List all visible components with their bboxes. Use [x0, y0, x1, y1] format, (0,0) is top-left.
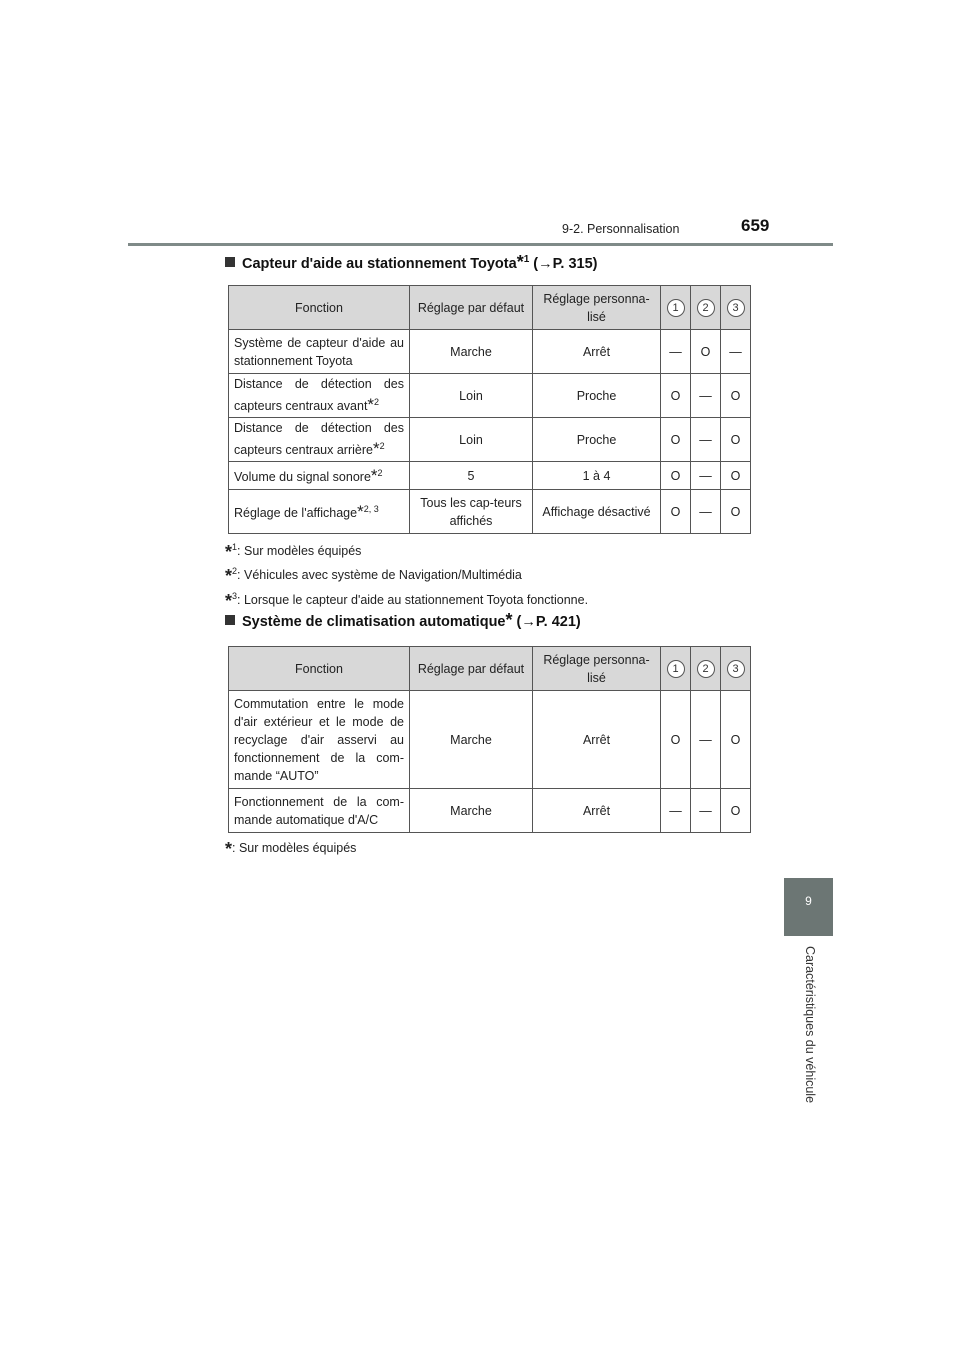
heading-text: Système de climatisation automatique: [242, 614, 506, 630]
column-header-2: [691, 647, 721, 691]
column-header-3: [721, 647, 751, 691]
row-col-1: —: [661, 330, 691, 374]
parking-sensor-settings-table: [228, 285, 751, 534]
row-default: Marche: [410, 789, 533, 833]
column-header-1: [661, 286, 691, 330]
row-custom: Proche: [533, 418, 661, 462]
number-2-icon: 2: [697, 660, 715, 678]
column-header-custom: Réglage personna-lisé: [533, 286, 661, 330]
table-header-row: [229, 647, 751, 691]
footnote-text: : Véhicules avec système de Navigation/Multimédia: [237, 568, 522, 583]
row-function: [229, 330, 410, 374]
asterisk-icon: *: [367, 395, 375, 415]
number-1-icon: 1: [667, 299, 685, 317]
row-custom: 1 à 4: [533, 462, 661, 490]
column-header-fonction: Fonction: [229, 647, 410, 691]
row-col-1: O: [661, 490, 691, 534]
square-bullet-icon: [225, 257, 235, 267]
row-col-3: O: [721, 418, 751, 462]
row-custom: Arrêt: [533, 789, 661, 833]
asterisk-icon: *: [225, 839, 233, 859]
asterisk-icon: *: [505, 610, 513, 630]
table-row: [229, 418, 751, 462]
column-header-custom: Réglage personna-lisé: [533, 647, 661, 691]
row-col-3: O: [721, 789, 751, 833]
column-header-default: Réglage par défaut: [410, 286, 533, 330]
row-col-1: O: [661, 691, 691, 789]
asterisk-icon: *: [372, 439, 380, 459]
asterisk-icon: *: [225, 566, 233, 587]
row-superscript: 2, 3: [363, 504, 379, 515]
footnote-climate: [225, 839, 357, 859]
section-heading-parking-sensor: [225, 251, 598, 272]
heading-text: Capteur d'aide au stationnement Toyota: [242, 255, 517, 272]
number-1-icon: 1: [667, 660, 685, 678]
row-function: [229, 462, 410, 490]
page-number: 659: [741, 216, 770, 235]
row-function: Fonctionnement de la com-mande automatique d'A/C: [229, 789, 410, 833]
table-row: [229, 462, 751, 490]
climate-settings-table: [228, 646, 751, 833]
footnote-text: : Sur modèles équipés: [232, 841, 357, 855]
number-2-icon: 2: [697, 299, 715, 317]
footnote-mark: 1: [232, 542, 238, 552]
table-header-row: [229, 286, 751, 330]
row-col-1: —: [661, 789, 691, 833]
column-header-2: [691, 286, 721, 330]
asterisk-icon: *: [225, 591, 233, 612]
column-header-3: [721, 286, 751, 330]
row-col-2: —: [691, 490, 721, 534]
table-row: [229, 490, 751, 534]
table-row: [229, 330, 751, 374]
asterisk-icon: *: [516, 251, 524, 272]
footnote-mark: 3: [232, 591, 238, 601]
footnote-mark: 2: [232, 566, 238, 576]
row-superscript: 2: [379, 441, 385, 452]
row-col-2: O: [691, 330, 721, 374]
footnote-text: : Lorsque le capteur d'aide au stationnement Toyota fonctionne.: [237, 593, 589, 608]
row-col-1: O: [661, 374, 691, 418]
column-header-1: [661, 647, 691, 691]
row-col-1: O: [661, 418, 691, 462]
row-function-text: Distance de détection des capteurs centraux avant: [234, 377, 404, 414]
row-col-2: —: [691, 691, 721, 789]
heading-superscript: 1: [523, 254, 530, 265]
row-function: Commutation entre le mode d'air extérieur et le mode de recyclage d'air asservi au fonctionnement de la com-mande “AUTO”: [229, 691, 410, 789]
chapter-tab: [784, 878, 833, 936]
table-row: [229, 691, 751, 789]
number-3-icon: 3: [727, 299, 745, 317]
row-function: [229, 490, 410, 534]
row-superscript: 2: [377, 468, 383, 479]
row-col-2: —: [691, 462, 721, 490]
row-default: Marche: [410, 330, 533, 374]
row-custom: Arrêt: [533, 691, 661, 789]
table-row: [229, 789, 751, 833]
footnote-text: : Sur modèles équipés: [237, 544, 362, 559]
row-col-2: —: [691, 789, 721, 833]
row-default: Loin: [410, 374, 533, 418]
asterisk-icon: *: [370, 466, 378, 486]
chapter-label: Caractéristiques du véhicule: [803, 946, 817, 1104]
row-col-2: —: [691, 418, 721, 462]
row-col-3: O: [721, 490, 751, 534]
row-col-3: O: [721, 462, 751, 490]
row-function-text: Système de capteur d'aide au stationnement Toyota: [234, 335, 404, 368]
column-header-default: Réglage par défaut: [410, 647, 533, 691]
page-reference: (→P. 315): [533, 255, 598, 272]
row-custom: Arrêt: [533, 330, 661, 374]
row-col-3: O: [721, 691, 751, 789]
row-function: [229, 374, 410, 418]
footnote-1: [225, 542, 362, 563]
table-row: [229, 374, 751, 418]
row-col-3: O: [721, 374, 751, 418]
row-default: Marche: [410, 691, 533, 789]
header-divider: [128, 243, 833, 246]
footnote-3: [225, 591, 589, 612]
row-default: 5: [410, 462, 533, 490]
footnote-2: [225, 566, 522, 587]
row-superscript: 2: [374, 397, 380, 408]
row-col-1: O: [661, 462, 691, 490]
square-bullet-icon: [225, 615, 235, 625]
row-function: [229, 418, 410, 462]
column-header-fonction: Fonction: [229, 286, 410, 330]
section-heading-auto-climate: [225, 610, 581, 630]
chapter-number: 9: [805, 894, 812, 908]
asterisk-icon: *: [225, 542, 233, 563]
row-col-3: —: [721, 330, 751, 374]
page-reference: (→P. 421): [516, 614, 581, 630]
running-header-section: 9-2. Personnalisation: [562, 222, 680, 236]
row-function-text: Distance de détection des capteurs centraux arrière: [234, 421, 404, 458]
row-custom: Affichage désactivé: [533, 490, 661, 534]
row-function-text: Volume du signal sonore: [234, 470, 371, 485]
row-col-2: —: [691, 374, 721, 418]
row-default: Tous les cap-teurs affichés: [410, 490, 533, 534]
row-default: Loin: [410, 418, 533, 462]
row-custom: Proche: [533, 374, 661, 418]
asterisk-icon: *: [357, 502, 364, 522]
number-3-icon: 3: [727, 660, 745, 678]
row-function-text: Réglage de l'affichage: [234, 506, 358, 521]
